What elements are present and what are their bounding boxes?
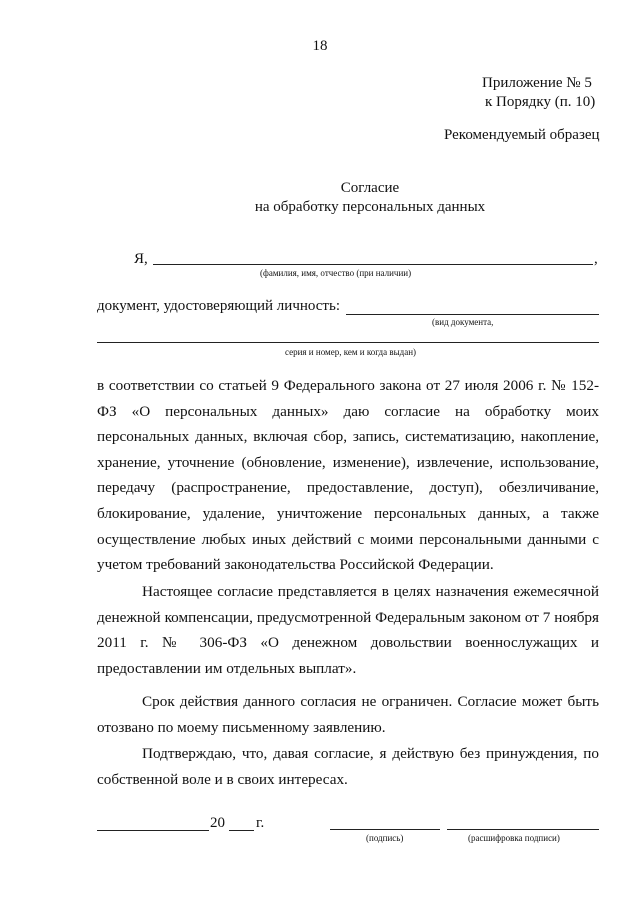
signature-decode-hint: (расшифровка подписи)	[468, 833, 560, 843]
document-subtitle: на обработку персональных данных	[254, 199, 486, 215]
document-title: Согласие	[340, 180, 400, 196]
year-prefix: 20	[210, 815, 225, 831]
consent-paragraph-2: Настоящее согласие представляется в целях назначения ежемесячной денежной компенсации, предусмотренной Федеральным законом от 7 ноября 2011 г. № 306-ФЗ «О денежном довольствии военнослужащих и предоставлении им отдельных выплат».	[97, 583, 599, 677]
date-field[interactable]	[97, 830, 209, 831]
year-suffix: г.	[256, 815, 265, 831]
page-number: 18	[312, 38, 328, 54]
id-document-details-hint: серия и номер, кем и когда выдан)	[285, 347, 417, 357]
year-field[interactable]	[229, 830, 254, 831]
consent-paragraph-4: Подтверждаю, что, давая согласие, я действую без принуждения, по собственной воле и в своих интересах.	[97, 745, 599, 788]
appendix-number: Приложение № 5	[482, 75, 592, 91]
signature-hint: (подпись)	[366, 833, 404, 843]
id-document-type-field[interactable]	[346, 314, 599, 315]
id-document-label: документ, удостоверяющий личность:	[97, 298, 340, 314]
consent-paragraph-3: Срок действия данного согласия не ограничен. Согласие может быть отозвано по моему письменному заявлению.	[97, 693, 599, 736]
sample-label: Рекомендуемый образец	[444, 127, 600, 143]
consent-paragraph-1: в соответствии со статьей 9 Федерального закона от 27 июля 2006 г. № 152-ФЗ «О персональных данных» даю согласие на обработку моих персональных данных, включая сбор, запись, систематизацию, накопление, хранение, уточнение (обновление, изменение), извлечение, использование, передачу (распространение, предоставление, доступ), обезличивание, блокирование, удаление, уничтожение персональных данных, а также осуществление любых иных действий с моими персональными данными с учетом требований законодательства Российской Федерации.	[97, 377, 599, 574]
signature-decode-field[interactable]	[447, 829, 599, 830]
name-field-hint: (фамилия, имя, отчество (при наличии)	[260, 268, 412, 278]
name-trailing-comma: ,	[594, 251, 598, 267]
id-document-type-hint: (вид документа,	[432, 317, 494, 327]
full-name-field[interactable]	[153, 264, 593, 265]
id-document-details-field[interactable]	[97, 342, 599, 343]
i-label: Я,	[134, 251, 148, 267]
appendix-reference: к Порядку (п. 10)	[485, 94, 596, 110]
signature-field[interactable]	[330, 829, 440, 830]
